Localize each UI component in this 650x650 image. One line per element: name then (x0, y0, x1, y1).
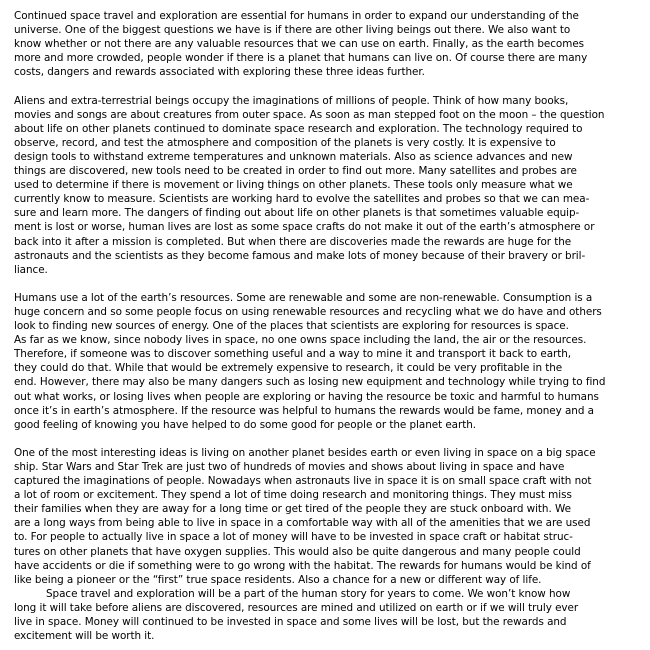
text-line: tures on other planets that have oxygen supplies. This would also be quite dangerous and many people could (14, 545, 581, 558)
text-line: astronauts and the scientists as they become famous and make lots of money because of their bravery or bril- (14, 249, 586, 262)
text-line: to. For people to actually live in space a lot of money will have to be invested in space craft or habitat struc- (14, 531, 573, 544)
text-line: once it’s in earth’s atmosphere. If the resource was helpful to humans the rewards would be fame, money and a (14, 404, 594, 417)
text-line: have accidents or die if something were to go wrong with the habitat. The rewards for humans would be kind of (14, 559, 591, 572)
text-line: end. However, there may also be many dangers such as losing new equipment and technology while trying to find (14, 376, 606, 389)
text-line: Space travel and exploration will be a part of the human story for years to come. We won’t know how (46, 587, 571, 600)
text-line: about life on other planets continued to dominate space research and exploration. The technology required to (14, 122, 583, 135)
text-line: captured the imaginations of people. Nowadays when astronauts live in space it is on small space craft with not (14, 475, 592, 488)
text-line: like being a pioneer or the “first” true space residents. Also a chance for a new or different way of life. (14, 573, 542, 586)
text-line: a lot of room or excitement. They spend a lot of time doing research and monitoring things. They must miss (14, 489, 572, 502)
text-line: excitement will be worth it. (14, 630, 155, 643)
text-line: used to determine if there is movement or living things on other planets. These tools only measure what we (14, 179, 573, 192)
text-line: Humans use a lot of the earth’s resources. Some are renewable and some are non-renewable. Consumption is a (14, 291, 593, 304)
text-line: back into it after a mission is completed. But when there are discoveries made the rewards are huge for the (14, 235, 572, 248)
text-line: Continued space travel and exploration are essential for humans in order to expand our understanding of the (14, 10, 579, 22)
text-line: costs, dangers and rewards associated with exploring these three ideas further. (14, 66, 425, 79)
text-line: things are discovered, new tools need to be created in order to find out more. Many satellites and probes are (14, 165, 577, 178)
text-line: design tools to withstand extreme temperatures and unknown materials. Also as science advances and new (14, 150, 573, 163)
text-line: currently know to measure. Scientists are working hard to evolve the satellites and probes so that we can mea- (14, 193, 590, 206)
text-line: ment is lost or worse, human lives are lost as some space crafts do not make it out of the earth’s atmosphere or (14, 221, 595, 234)
paragraph-resources (14, 291, 642, 432)
text-line: they could do that. While that would be extremely expensive to research, it could be very profitable in the (14, 362, 563, 375)
text-line: know whether or not there are any valuable resources that we can use on earth. Finally, as the earth becomes (14, 38, 585, 51)
paragraph-conclusion (14, 587, 642, 643)
text-line: are a long ways from being able to live in space in a comfortable way with all of the amenities that we are used (14, 517, 591, 530)
paragraph-aliens (14, 94, 642, 277)
text-line: One of the most interesting ideas is living on another planet besides earth or even living in space on a big space (14, 446, 596, 459)
text-line: look to finding new sources of energy. One of the places that scientists are exploring for resources is space. (14, 320, 569, 333)
text-line: movies and songs are about creatures from outer space. As soon as man stepped foot on the moon – the question (14, 108, 605, 121)
text-line: live in space. Money will continued to be invested in space and some lives will be lost, but the rewards and (14, 616, 567, 629)
text-line: Therefore, if someone was to discover something useful and a way to mine it and transport it back to earth, (14, 348, 572, 361)
text-line: long it will take before aliens are discovered, resources are mined and utilized on earth or if we will truly ever (14, 601, 579, 614)
text-line: huge concern and so some people focus on using renewable resources and recycling what we do have and others (14, 305, 602, 318)
text-line: sure and learn more. The dangers of finding out about life on other planets is that sometimes valuable equip- (14, 207, 580, 220)
text-line: universe. One of the biggest questions we have is if there are other living beings out there. We also want to (14, 24, 571, 37)
text-line: ship. Star Wars and Star Trek are just two of hundreds of movies and shows about living in space and have (14, 461, 565, 473)
text-line: their families when they are away for a long time or get tired of the people they are stuck onboard with. We (14, 503, 571, 516)
text-line: Aliens and extra-terrestrial beings occupy the imaginations of millions of people. Think of how many books, (14, 94, 569, 107)
text-line: more and more crowded, people wonder if there is a planet that humans can live on. Of course there are many (14, 52, 588, 65)
text-line: observe, record, and test the atmosphere and composition of the planets is very costly. It is expensive to (14, 136, 556, 149)
text-line: As far as we know, since nobody lives in space, no one owns space including the land, the air or the resources. (14, 334, 587, 347)
paragraph-intro (14, 9, 642, 79)
document-page (14, 9, 642, 643)
text-line: liance. (14, 263, 48, 276)
paragraph-living (14, 446, 642, 587)
text-line: good feeling of knowing you have helped to do some good for people or the planet earth. (14, 418, 477, 431)
text-line: out what works, or losing lives when people are exploring or having the resource be toxic and harmful to humans (14, 390, 599, 403)
